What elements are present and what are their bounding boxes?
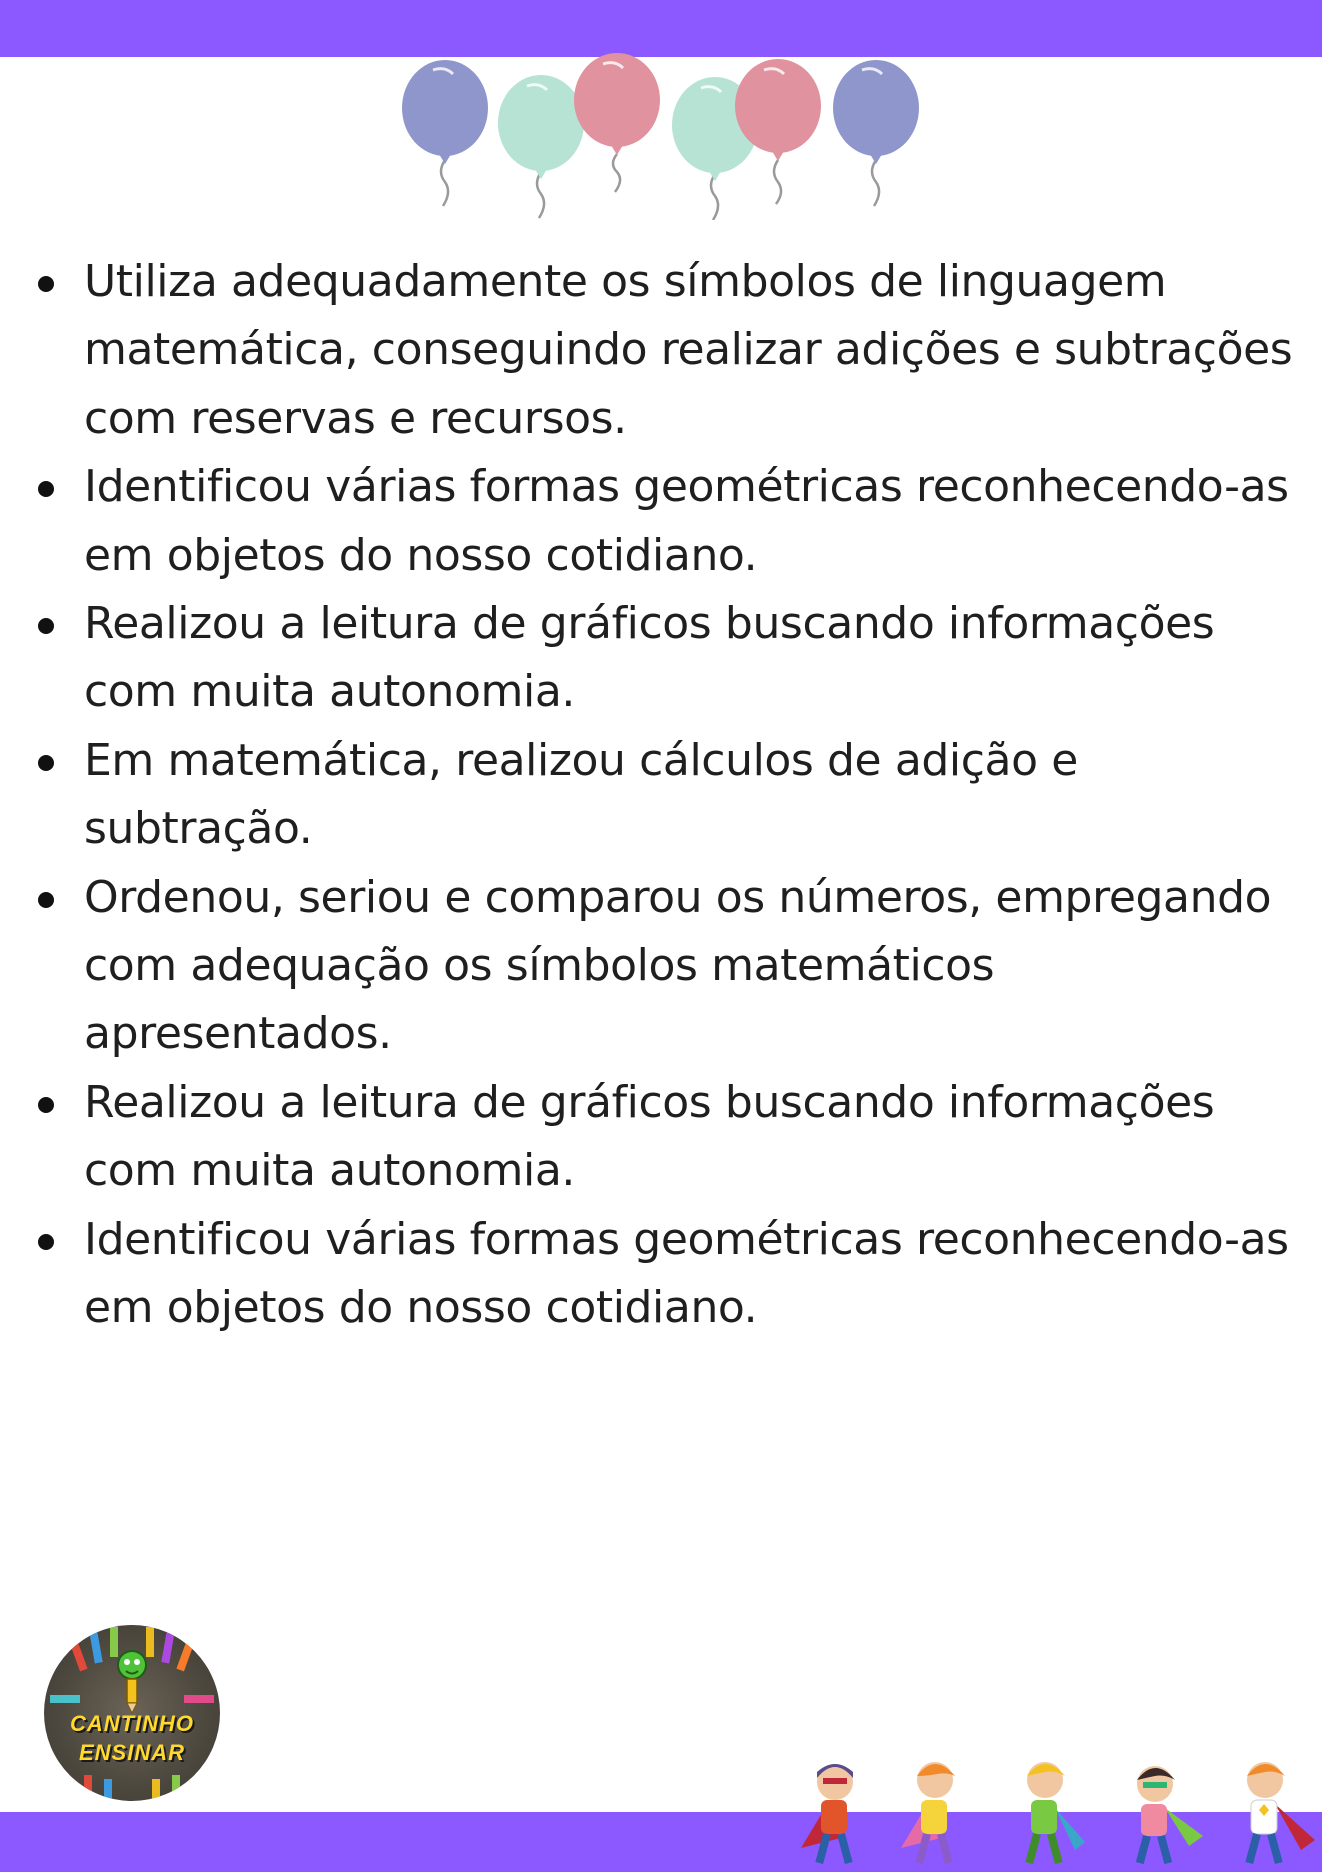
list-item: Identificou várias formas geométricas reconhecendo-as em objetos do nosso cotidiano. [34,453,1322,590]
list-item: Identificou várias formas geométricas reconhecendo-as em objetos do nosso cotidiano. [34,1206,1322,1343]
list-item: Realizou a leitura de gráficos buscando informações com muita autonomia. [34,590,1322,727]
balloon-mint-icon [498,75,584,218]
list-item: Realizou a leitura de gráficos buscando informações com muita autonomia. [34,1069,1322,1206]
balloon-purple-icon [402,60,488,206]
balloon-pink-icon [735,59,821,204]
list-item: Em matemática, realizou cálculos de adição e subtração. [34,727,1322,864]
kid-hero-icon [1025,1762,1085,1864]
bullet-list [34,248,1322,1343]
top-band [0,0,1322,57]
balloon-pink-icon [574,53,660,192]
list-item: Ordenou, seriou e comparou os números, empregando com adequação os símbolos matemáticos apresentados. [34,864,1322,1069]
balloons-decoration [395,50,935,220]
cantinho-ensinar-logo [44,1625,220,1801]
kid-hero-icon [1136,1766,1203,1864]
list-item: Utiliza adequadamente os símbolos de linguagem matemática, conseguindo realizar adições e subtrações com reservas e recursos. [34,248,1322,453]
logo-title: CANTINHO [69,1711,195,1736]
kid-hero-icon [1245,1762,1315,1864]
kid-hero-icon [801,1764,853,1864]
balloon-purple-icon [833,60,919,206]
logo-subtitle: ENSINAR [78,1740,185,1765]
kid-hero-icon [901,1762,955,1864]
running-kids-decoration [795,1748,1322,1872]
